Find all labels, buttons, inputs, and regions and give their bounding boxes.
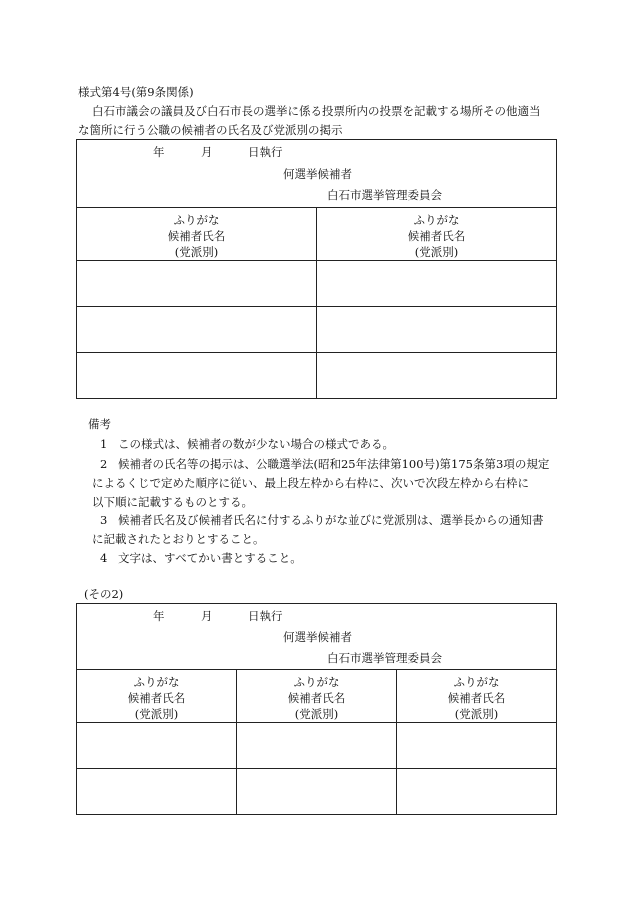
candidate-name-label: 候補者氏名 [127, 691, 186, 705]
candidate-cell [237, 723, 397, 769]
column-header [317, 208, 557, 261]
description-line-1: 白石市議会の議員及び白石市長の選挙に係る投票所内の投票を記載する場所その他適当 [92, 104, 541, 118]
furigana-label: ふりがな [133, 675, 180, 689]
candidate-cell [77, 353, 317, 399]
table-2-header [77, 604, 557, 670]
election-day-label: 日執行 [248, 609, 283, 623]
candidate-name-label: 候補者氏名 [287, 691, 346, 705]
year-label: 年 [153, 609, 165, 623]
note-text: 候補者氏名及び候補者氏名に付するふりがな並びに党派別は、選挙長からの通知書 [118, 513, 544, 527]
committee-name: 白石市選挙管理委員会 [327, 188, 442, 202]
note-number: 4 [100, 551, 108, 565]
party-label: (党派別) [454, 707, 499, 721]
notes-title: 備考 [88, 417, 111, 431]
party-label: (党派別) [134, 707, 179, 721]
month-label: 月 [201, 609, 213, 623]
candidate-name-label: 候補者氏名 [167, 229, 226, 243]
part-2-label: (その2) [84, 587, 124, 601]
note-text: 以下順に記載するものとする。 [92, 495, 253, 509]
furigana-label: ふりがな [453, 675, 500, 689]
furigana-label: ふりがな [293, 675, 340, 689]
year-label: 年 [153, 145, 165, 159]
candidate-cell [77, 307, 317, 353]
candidate-name-label: 候補者氏名 [407, 229, 466, 243]
election-title: 何選挙候補者 [283, 630, 352, 644]
candidate-cell [397, 769, 557, 815]
description-line-2: な箇所に行う公職の候補者の氏名及び党派別の掲示 [78, 123, 343, 137]
candidate-cell [77, 261, 317, 307]
candidate-cell [77, 769, 237, 815]
note-text: 候補者の氏名等の掲示は、公職選挙法(昭和25年法律第100号)第175条第3項の規定 [118, 457, 550, 471]
furigana-label: ふりがな [173, 213, 220, 227]
column-header [397, 670, 557, 723]
party-label: (党派別) [294, 707, 339, 721]
column-header [77, 670, 237, 723]
note-text: に記載されたとおりとすること。 [92, 532, 265, 546]
column-header [237, 670, 397, 723]
note-number: 2 [100, 457, 108, 471]
candidate-table-2 [76, 603, 557, 815]
note-text: 文字は、すべてかい書とすること。 [118, 551, 302, 565]
furigana-label: ふりがな [413, 213, 460, 227]
table-1-header [77, 140, 557, 208]
election-day-label: 日執行 [248, 145, 283, 159]
candidate-cell [317, 353, 557, 399]
note-text: によるくじで定めた順序に従い、最上段左枠から右枠に、次いで次段左枠から右枠に [92, 476, 529, 490]
candidate-cell [317, 261, 557, 307]
candidate-table-1 [76, 139, 557, 399]
candidate-cell [237, 769, 397, 815]
candidate-cell [317, 307, 557, 353]
candidate-cell [77, 723, 237, 769]
party-label: (党派別) [414, 245, 459, 259]
note-number: 1 [100, 437, 108, 451]
candidate-cell [397, 723, 557, 769]
note-text: この様式は、候補者の数が少ない場合の様式である。 [118, 437, 394, 451]
month-label: 月 [201, 145, 213, 159]
note-number: 3 [100, 513, 108, 527]
form-label: 様式第4号(第9条関係) [78, 85, 194, 99]
column-header [77, 208, 317, 261]
committee-name: 白石市選挙管理委員会 [327, 651, 442, 665]
party-label: (党派別) [174, 245, 219, 259]
election-title: 何選挙候補者 [283, 167, 352, 181]
candidate-name-label: 候補者氏名 [447, 691, 506, 705]
